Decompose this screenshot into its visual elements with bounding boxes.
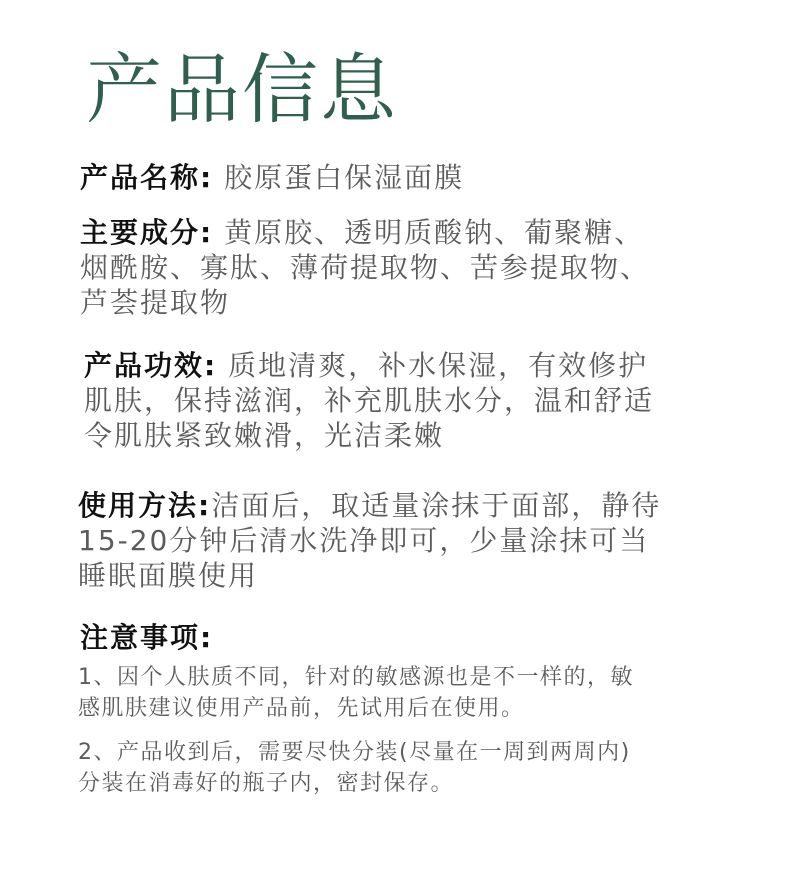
ingredients-line-3: 芦荟提取物 bbox=[80, 286, 231, 319]
usage-label: 使用方法: bbox=[78, 489, 212, 522]
note-1-line-1: 1、因个人肤质不同，针对的敏感源也是不一样的，敏 bbox=[78, 665, 634, 690]
note-2-line-1: 2、产品收到后，需要尽快分装(尽量在一周到两周内) bbox=[78, 740, 631, 765]
ingredients-label: 主要成分: bbox=[80, 216, 214, 249]
section-usage bbox=[78, 488, 661, 593]
note-item bbox=[78, 662, 634, 724]
efficacy-line-2: 肌肤，保持滋润，补充肌肤水分，温和舒适 bbox=[84, 384, 655, 417]
note-1-line-2: 感肌肤建议使用产品前，先试用后在使用。 bbox=[78, 696, 525, 721]
efficacy-line-1: 质地清爽，补水保湿，有效修护 bbox=[228, 349, 649, 382]
section-ingredients bbox=[80, 215, 650, 320]
efficacy-label: 产品功效: bbox=[84, 349, 218, 382]
usage-line-3: 睡眠面膜使用 bbox=[78, 559, 259, 592]
note-2-line-2: 分装在消毒好的瓶子内，密封保存。 bbox=[78, 771, 455, 796]
notes-heading: 注意事项: bbox=[80, 621, 214, 654]
section-product-name bbox=[80, 160, 464, 195]
note-item bbox=[78, 737, 631, 799]
ingredients-line-2: 烟酰胺、寡肽、薄荷提取物、苦参提取物、 bbox=[80, 251, 651, 284]
page-title: 产品信息 bbox=[86, 45, 398, 134]
usage-line-1: 洁面后，取适量涂抹于面部，静待 bbox=[211, 489, 662, 522]
product-name-value: 胶原蛋白保湿面膜 bbox=[224, 161, 465, 194]
efficacy-line-3: 令肌肤紧致嫩滑，光洁柔嫩 bbox=[84, 419, 445, 452]
section-efficacy bbox=[84, 348, 654, 453]
ingredients-line-1: 黄原胶、透明质酸钠、葡聚糖、 bbox=[224, 216, 645, 249]
product-name-label: 产品名称: bbox=[80, 161, 214, 194]
usage-line-2: 15-20分钟后清水洗净即可，少量涂抹可当 bbox=[78, 524, 650, 557]
